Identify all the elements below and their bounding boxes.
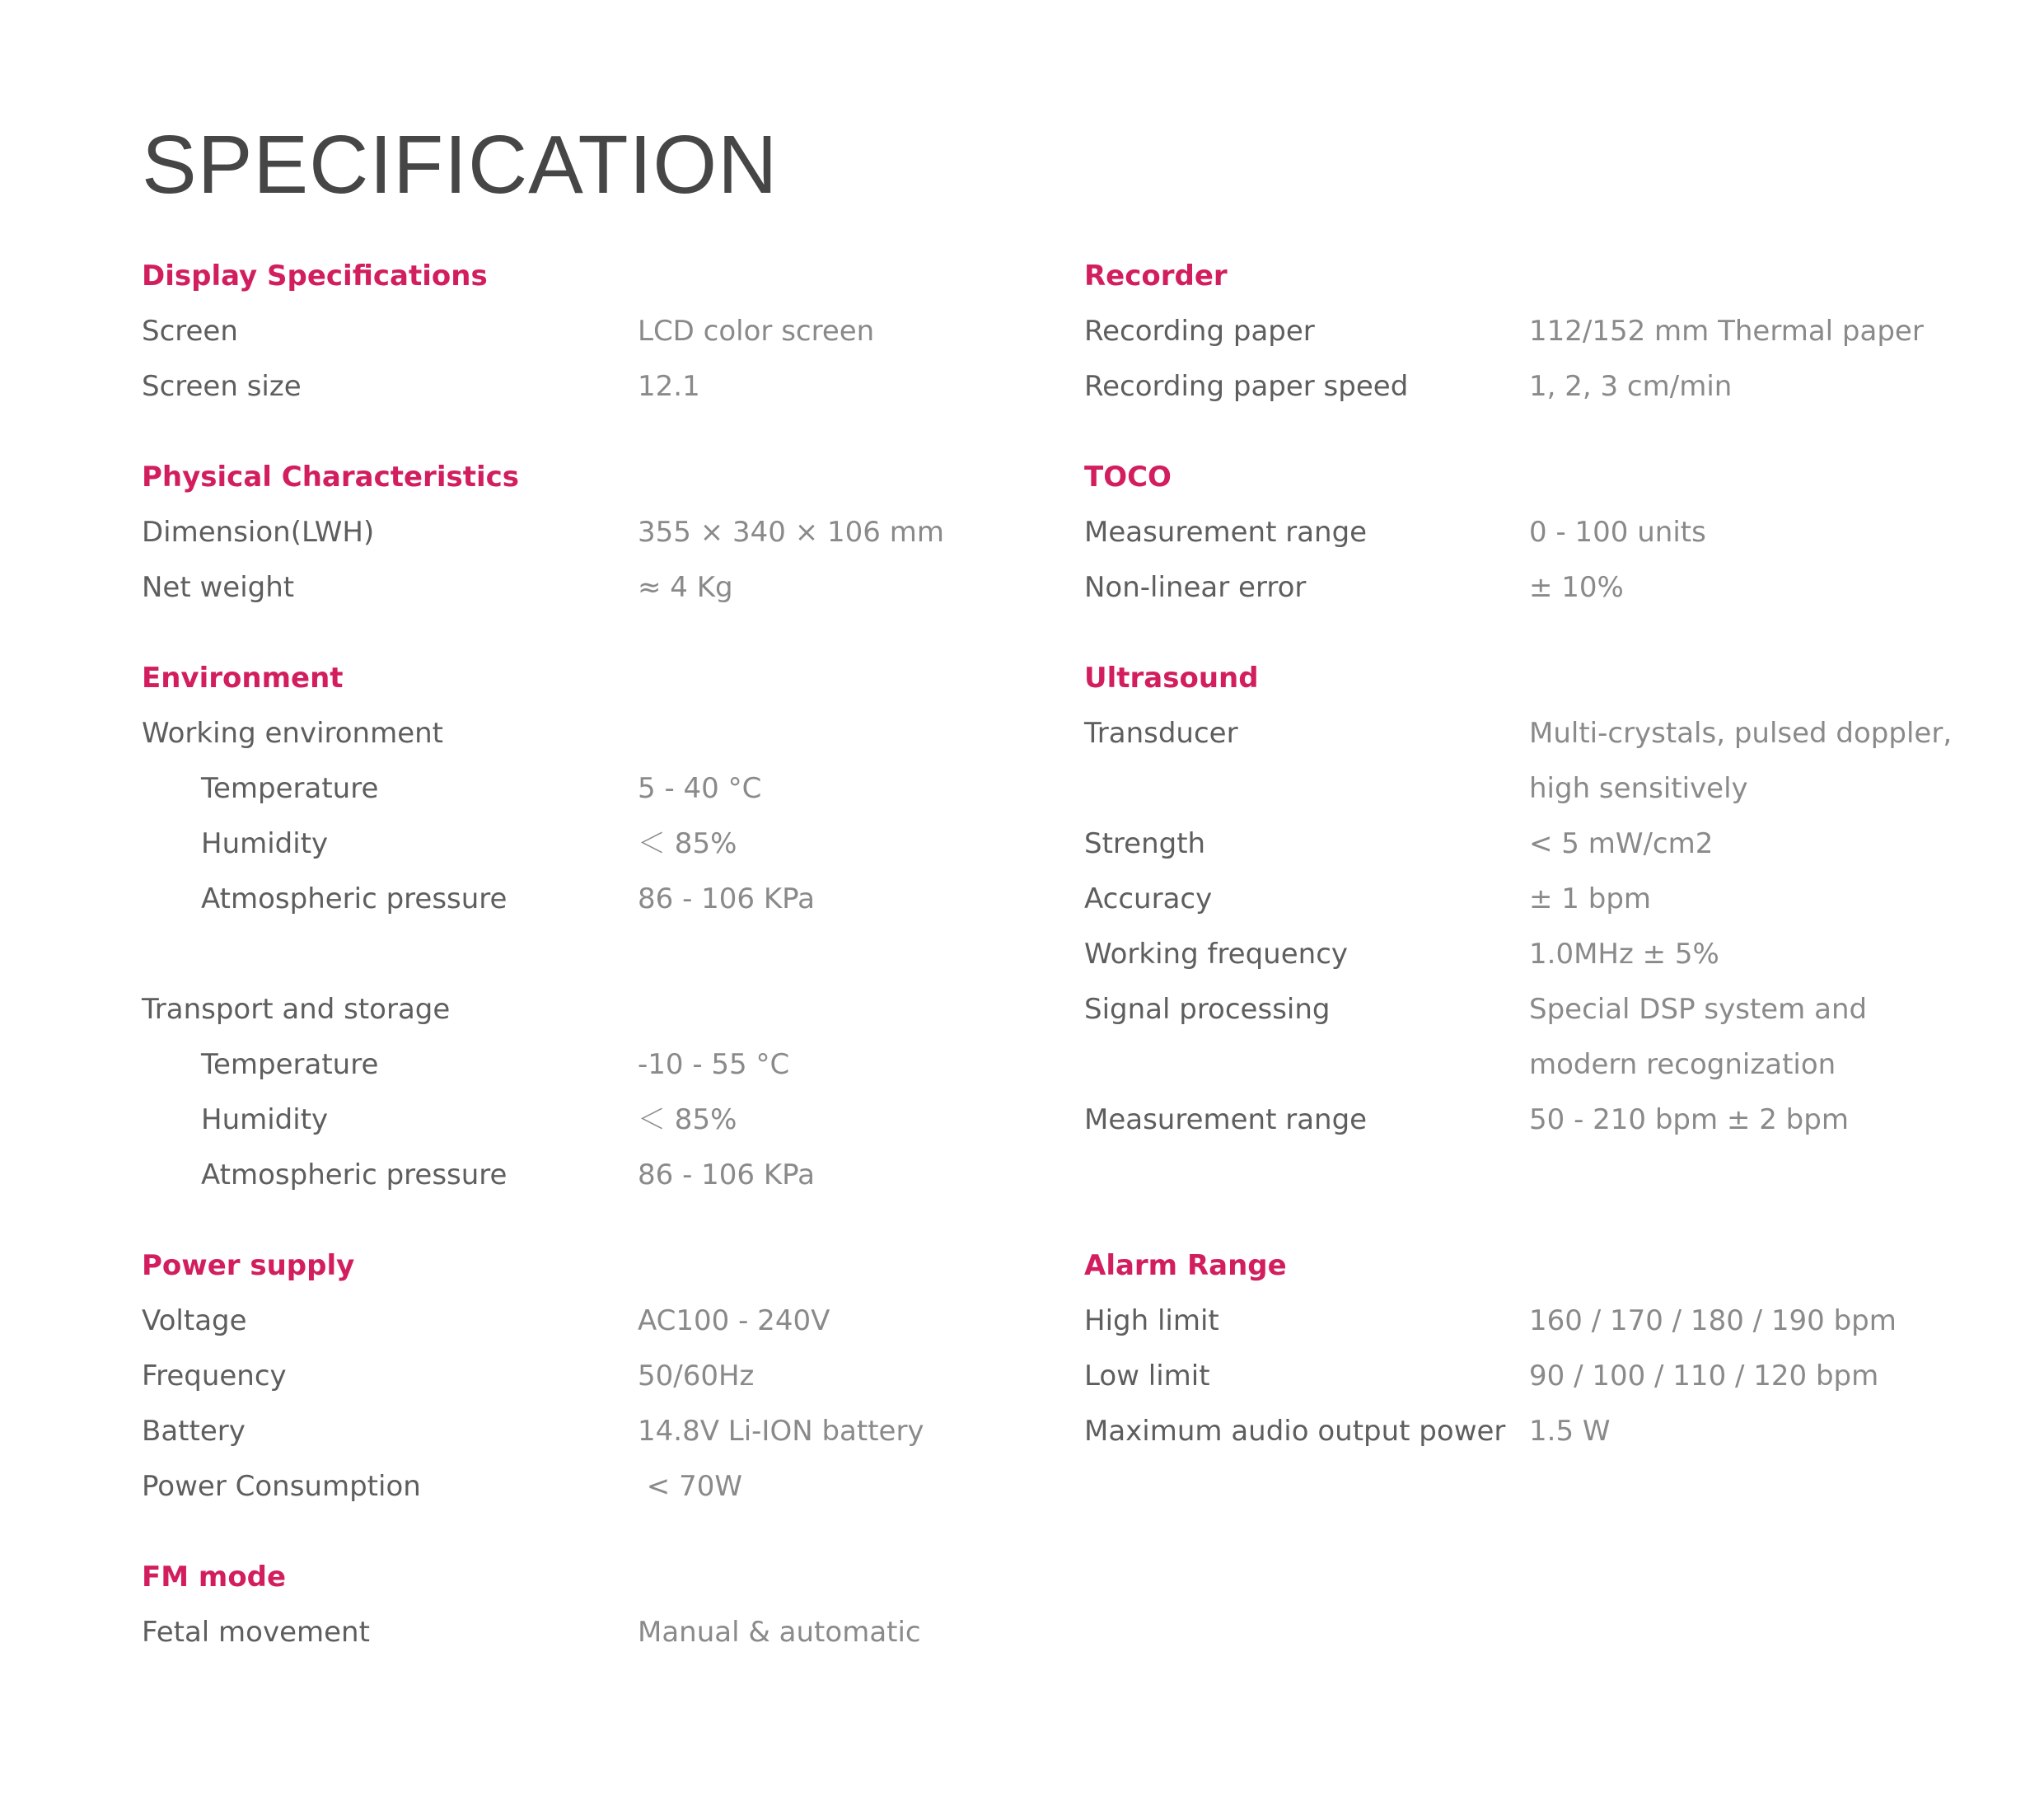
- spec-label: Frequency: [142, 1360, 287, 1392]
- right-column: [1084, 249, 2015, 1495]
- spec-label: Recording paper: [1084, 315, 1315, 348]
- spec-value: -10 - 55 °C: [638, 1048, 790, 1081]
- spec-label: Temperature: [201, 1048, 379, 1081]
- section-display: [142, 249, 1048, 414]
- spec-label: Power Consumption: [142, 1470, 421, 1503]
- spec-value: < 5 mW/cm2: [1529, 827, 1714, 860]
- section-heading: TOCO: [1084, 461, 1172, 494]
- section-heading: Power supply: [142, 1249, 355, 1282]
- spec-label: Dimension(LWH): [142, 516, 375, 549]
- spec-row: [1084, 872, 2015, 927]
- spec-value: ＜ 85%: [638, 1103, 737, 1136]
- spec-label: Signal processing: [1084, 993, 1331, 1026]
- section-heading: FM mode: [142, 1561, 287, 1594]
- spec-row: [1084, 1349, 2015, 1404]
- spec-label: Temperature: [201, 772, 379, 805]
- spec-label: Fetal movement: [142, 1616, 370, 1649]
- spec-label: Maximum audio output power: [1084, 1415, 1506, 1448]
- spec-label: Net weight: [142, 571, 295, 604]
- spec-value: Manual & automatic: [638, 1616, 921, 1649]
- spec-value: 50 - 210 bpm ± 2 bpm: [1529, 1103, 1849, 1136]
- spec-row: [142, 1037, 1048, 1093]
- spec-row: [1084, 927, 2015, 982]
- spec-row: [142, 761, 1048, 817]
- spec-row: [142, 505, 1048, 560]
- spec-label: Transducer: [1084, 717, 1238, 750]
- spec-row: [142, 359, 1048, 414]
- spec-label: Atmospheric pressure: [201, 882, 507, 915]
- section-fm-mode: [142, 1550, 1048, 1660]
- section-environment: [142, 651, 1048, 1203]
- spec-value: 12.1: [638, 370, 700, 403]
- spec-value: 86 - 106 KPa: [638, 882, 815, 915]
- spec-row: [142, 872, 1048, 927]
- spec-row: [1084, 817, 2015, 872]
- spec-row: [142, 304, 1048, 359]
- spec-value: 90 / 100 / 110 / 120 bpm: [1529, 1360, 1879, 1392]
- spec-label: Measurement range: [1084, 516, 1368, 549]
- spec-label: High limit: [1084, 1304, 1219, 1337]
- spacer: [1084, 1148, 2015, 1203]
- section-heading: Recorder: [1084, 260, 1228, 293]
- left-column: [142, 249, 1048, 1696]
- spec-label: Measurement range: [1084, 1103, 1368, 1136]
- spec-label: Non-linear error: [1084, 571, 1307, 604]
- spec-label: Accuracy: [1084, 882, 1213, 915]
- spec-row: [1084, 706, 2015, 761]
- spec-row: [1084, 1093, 2015, 1148]
- spec-row: [1084, 982, 2015, 1037]
- spec-value: < 70W: [638, 1470, 742, 1503]
- spec-label: Humidity: [201, 1103, 329, 1136]
- spec-label: Humidity: [201, 827, 329, 860]
- spec-value: 1.5 W: [1529, 1415, 1611, 1448]
- spec-value: 0 - 100 units: [1529, 516, 1706, 549]
- spec-row: [1084, 359, 2015, 414]
- spec-row: [1084, 505, 2015, 560]
- spec-label: Screen size: [142, 370, 302, 403]
- spec-value: 86 - 106 KPa: [638, 1158, 815, 1191]
- spec-row: [142, 560, 1048, 615]
- spec-row: [1084, 1404, 2015, 1459]
- spec-row: [142, 1459, 1048, 1514]
- spec-value: 112/152 mm Thermal paper: [1529, 315, 1924, 348]
- section-heading: Physical Characteristics: [142, 461, 520, 494]
- spec-value: ＜ 85%: [638, 827, 737, 860]
- spec-label: Screen: [142, 315, 238, 348]
- section-recorder: [1084, 249, 2015, 414]
- spec-value: 160 / 170 / 180 / 190 bpm: [1529, 1304, 1897, 1337]
- spec-label: Battery: [142, 1415, 246, 1448]
- section-heading: Display Specifications: [142, 260, 488, 293]
- spec-group-label: [142, 706, 1048, 761]
- spec-value: 50/60Hz: [638, 1360, 755, 1392]
- section-power: [142, 1238, 1048, 1514]
- spec-row: [142, 1148, 1048, 1203]
- spec-row-continued: [1084, 761, 2015, 817]
- spec-label: Atmospheric pressure: [201, 1158, 507, 1191]
- section-alarm-range: [1084, 1238, 2015, 1459]
- spec-group-label: [142, 982, 1048, 1037]
- spec-label-empty: [1084, 761, 1529, 817]
- spec-value: 5 - 40 °C: [638, 772, 762, 805]
- spec-value: 1.0MHz ± 5%: [1529, 938, 1719, 971]
- spec-label: Strength: [1084, 827, 1206, 860]
- section-heading: Ultrasound: [1084, 662, 1259, 695]
- spec-value: 355 × 340 × 106 mm: [638, 516, 944, 549]
- spec-row: [142, 1349, 1048, 1404]
- spec-value: ± 1 bpm: [1529, 882, 1652, 915]
- spec-label-empty: [1084, 1037, 1529, 1093]
- section-heading: Alarm Range: [1084, 1249, 1287, 1282]
- spacer: [142, 927, 1048, 982]
- spec-label: Working frequency: [1084, 938, 1349, 971]
- section-heading: Environment: [142, 662, 344, 695]
- spec-value: AC100 - 240V: [638, 1304, 830, 1337]
- section-ultrasound: [1084, 651, 2015, 1203]
- spec-value: modern recognization: [1529, 1048, 1836, 1081]
- spec-value: Multi-crystals, pulsed doppler,: [1529, 717, 1953, 750]
- section-toco: [1084, 450, 2015, 615]
- spec-row: [142, 1294, 1048, 1349]
- spec-value: LCD color screen: [638, 315, 875, 348]
- section-physical: [142, 450, 1048, 615]
- spec-label: Voltage: [142, 1304, 247, 1337]
- spec-row: [142, 1404, 1048, 1459]
- spec-row: [142, 1093, 1048, 1148]
- spec-row: [1084, 1294, 2015, 1349]
- spec-row: [142, 817, 1048, 872]
- spec-value: 14.8V Li-ION battery: [638, 1415, 924, 1448]
- spec-row: [1084, 304, 2015, 359]
- spec-value: 1, 2, 3 cm/min: [1529, 370, 1733, 403]
- spec-row: [1084, 560, 2015, 615]
- spec-value: Special DSP system and: [1529, 993, 1868, 1026]
- spec-row: [142, 1605, 1048, 1660]
- spec-label: Working environment: [142, 717, 444, 750]
- spec-label: Transport and storage: [142, 993, 451, 1026]
- spec-label: Recording paper speed: [1084, 370, 1409, 403]
- spec-label: Low limit: [1084, 1360, 1210, 1392]
- spec-value: high sensitively: [1529, 772, 1748, 805]
- spec-value: ≈ 4 Kg: [638, 571, 733, 604]
- spec-value: ± 10%: [1529, 571, 1624, 604]
- page-title: SPECIFICATION: [142, 119, 779, 211]
- spec-row-continued: [1084, 1037, 2015, 1093]
